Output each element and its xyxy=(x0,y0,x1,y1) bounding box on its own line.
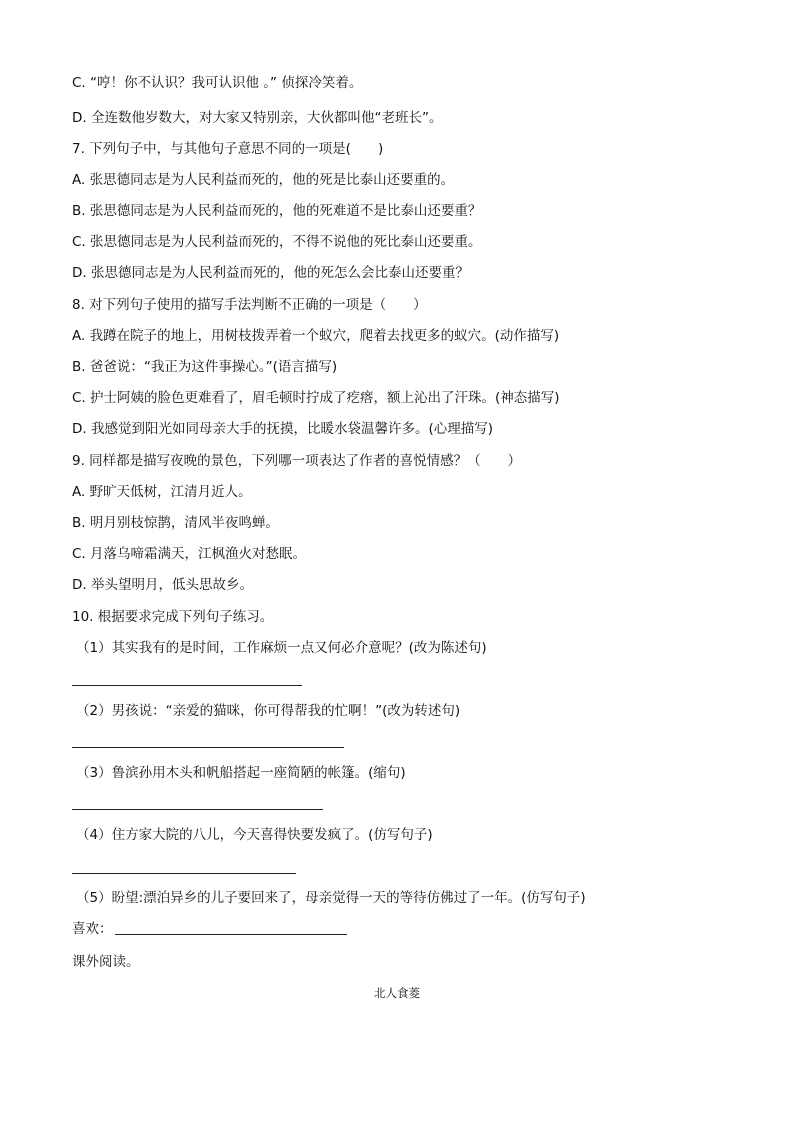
q8-option-c: C. 护士阿姨的脸色更难看了，眉毛顿时拧成了疙瘩，额上沁出了汗珠。(神态描写) xyxy=(72,390,560,406)
q7-stem: 7. 下列句子中，与其他句子意思不同的一项是( ) xyxy=(72,141,384,157)
q10-sub5-prompt-line xyxy=(72,920,347,938)
q10-stem: 10. 根据要求完成下列句子练习。 xyxy=(72,609,274,625)
q10-sub4: （4）住方家大院的八儿，今天喜得快要发疯了。(仿写句子) xyxy=(76,827,433,843)
q10-sub5-prompt: 喜欢： xyxy=(72,921,113,937)
q8-option-d: D. 我感觉到阳光如同母亲大手的抚摸，比暖水袋温馨许多。(心理描写) xyxy=(72,421,494,437)
q7-option-c: C. 张思德同志是为人民利益而死的，不得不说他的死比泰山还要重。 xyxy=(72,234,482,250)
q10-sub5: （5）盼望:漂泊异乡的儿子要回来了，母亲觉得一天的等待仿佛过了一年。(仿写句子) xyxy=(76,890,586,906)
q10-sub1-answer-line[interactable] xyxy=(72,685,302,686)
q7-option-a: A. 张思德同志是为人民利益而死的，他的死是比泰山还要重的。 xyxy=(72,172,455,188)
q10-sub2: （2）男孩说：“亲爱的猫咪，你可得帮我的忙啊！”(改为转述句) xyxy=(76,703,461,719)
q8-option-a: A. 我蹲在院子的地上，用树枝拨弄着一个蚁穴，爬着去找更多的蚁穴。(动作描写) xyxy=(72,328,560,344)
q8-option-b: B. 爸爸说：“我正为这件事操心。”(语言描写) xyxy=(72,359,338,375)
q9-option-a: A. 野旷天低树，江清月近人。 xyxy=(72,484,252,500)
q9-option-b: B. 明月别枝惊鹊，清风半夜鸣蝉。 xyxy=(72,515,279,531)
q9-option-d: D. 举头望明月，低头思故乡。 xyxy=(72,577,253,593)
q9-option-c: C. 月落乌啼霜满天，江枫渔火对愁眠。 xyxy=(72,546,307,562)
passage-title: 北人食菱 xyxy=(374,986,420,1000)
q6-option-c: C. “哼！你不认识？我可认识他 。” 侦探冷笑着。 xyxy=(72,75,363,91)
q6-option-d: D. 全连数他岁数大，对大家又特别亲，大伙都叫他“老班长”。 xyxy=(72,110,443,126)
q10-sub2-answer-line[interactable] xyxy=(72,747,344,748)
reading-heading: 课外阅读。 xyxy=(72,954,140,970)
q10-sub3: （3）鲁滨孙用木头和帆船搭起一座简陋的帐篷。(缩句) xyxy=(76,765,406,781)
q7-option-d: D. 张思德同志是为人民利益而死的，他的死怎么会比泰山还要重？ xyxy=(72,265,469,281)
q7-option-b: B. 张思德同志是为人民利益而死的，他的死难道不是比泰山还要重？ xyxy=(72,203,482,219)
q9-stem: 9. 同样都是描写夜晚的景色，下列哪一项表达了作者的喜悦情感？（ ） xyxy=(72,453,522,469)
q10-sub5-answer-line[interactable] xyxy=(115,920,347,935)
q10-sub3-answer-line[interactable] xyxy=(72,809,323,810)
q10-sub4-answer-line[interactable] xyxy=(72,873,296,874)
q8-stem: 8. 对下列句子使用的描写手法判断不正确的一项是（ ） xyxy=(72,297,427,313)
q10-sub1: （1）其实我有的是时间，工作麻烦一点又何必介意呢？(改为陈述句) xyxy=(76,640,487,656)
